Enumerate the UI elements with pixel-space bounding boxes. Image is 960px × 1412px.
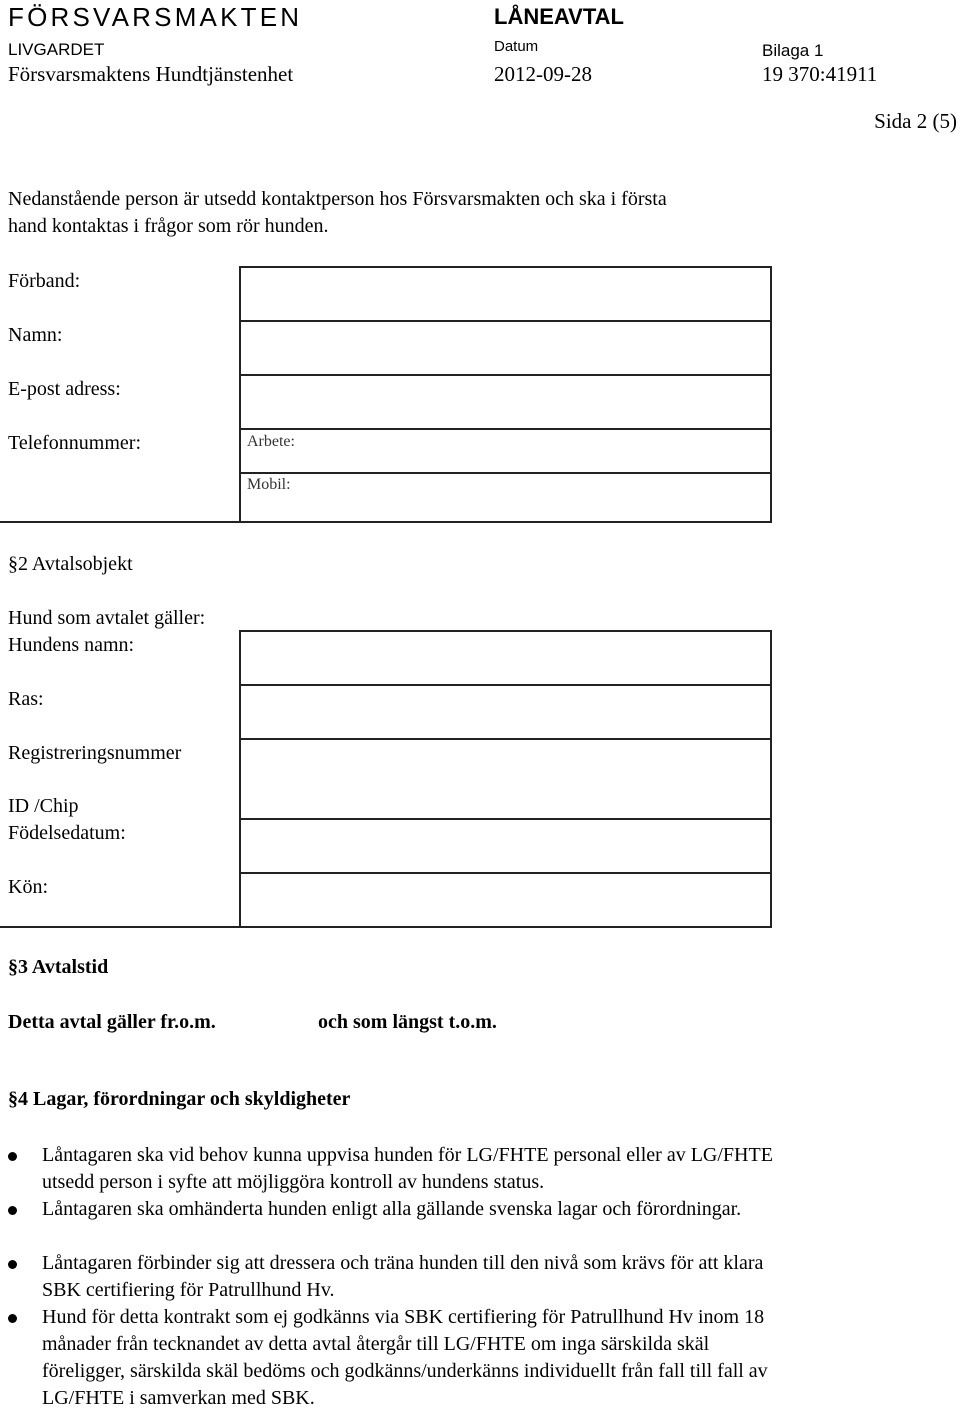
telefon-arbete-field[interactable] [239, 428, 772, 474]
forband-field[interactable] [239, 266, 772, 322]
section-4-heading: §4 Lagar, förordningar och skyldigheter [8, 1088, 351, 1110]
telefon-mobil-field[interactable] [239, 472, 772, 523]
kon-label: Kön: [8, 876, 48, 898]
kon-field[interactable] [239, 872, 772, 928]
unit-code: LIVGARDET [8, 40, 105, 59]
unit-name: Försvarsmaktens Hundtjänstenhet [8, 62, 294, 86]
document-title: LÅNEAVTAL [494, 4, 624, 29]
list-item: Låntagaren förbinder sig att dressera och träna hunden till den nivå som krävs för att klara SBK certifiering för Patrullhund Hv. [42, 1252, 764, 1301]
ras-label: Ras: [8, 688, 44, 710]
section-2-heading: §2 Avtalsobjekt [8, 553, 133, 575]
telefon-row-bottom-line [0, 521, 241, 523]
section-3-heading: §3 Avtalstid [8, 956, 109, 978]
kon-row-bottom-line [0, 926, 241, 928]
document-number: 19 370:41911 [762, 62, 878, 86]
intro-line-2: hand kontaktas i frågor som rör hunden. [8, 215, 329, 237]
mobil-label: Mobil: [247, 476, 291, 493]
epost-field[interactable] [239, 374, 772, 430]
id-chip-label: ID /Chip [8, 795, 79, 817]
bullet-icon [8, 1314, 17, 1323]
section-2-intro: Hund som avtalet gäller: [8, 607, 206, 629]
intro-line-1: Nedanstående person är utsedd kontaktperson hos Försvarsmakten och ska i första [8, 188, 667, 210]
registreringsnummer-label: Registreringsnummer [8, 742, 182, 764]
valid-from-label: Detta avtal gäller fr.o.m. [8, 1011, 216, 1033]
hundens-namn-field[interactable] [239, 630, 772, 686]
registreringsnummer-field[interactable] [239, 738, 772, 820]
valid-to-label: och som längst t.o.m. [318, 1011, 497, 1033]
list-item: Hund för detta kontrakt som ej godkänns via SBK certifiering för Patrullhund Hv inom 18 månader från tecknandet av detta avtal återgår till LG/FHTE om inga särskilda skäl föreligger, särskilda skäl bedöms och godkänns/underkänns individuellt från fall till fall av LG/FHTE i samverkan med SBK. [42, 1306, 768, 1409]
bullet-icon [8, 1206, 17, 1215]
date-label: Datum [494, 38, 539, 55]
date-value: 2012-09-28 [494, 62, 592, 86]
fodelsedatum-label: Födelsedatum: [8, 822, 126, 844]
appendix-label: Bilaga 1 [762, 41, 824, 60]
namn-label: Namn: [8, 324, 63, 346]
forband-label: Förband: [8, 270, 81, 292]
fodelsedatum-field[interactable] [239, 818, 772, 874]
bullet-icon [8, 1260, 17, 1269]
page-number: Sida 2 (5) [874, 109, 957, 133]
organization-name: FÖRSVARSMAKTEN [8, 2, 303, 32]
ras-field[interactable] [239, 684, 772, 740]
namn-field[interactable] [239, 320, 772, 376]
list-item: Låntagaren ska vid behov kunna uppvisa hunden för LG/FHTE personal eller av LG/FHTE utsedd person i syfte att möjliggöra kontroll av hundens status. [42, 1144, 773, 1193]
telefon-label: Telefonnummer: [8, 432, 141, 454]
list-item: Låntagaren ska omhänderta hunden enligt alla gällande svenska lagar och förordningar. [42, 1198, 742, 1220]
bullet-icon [8, 1152, 17, 1161]
hundens-namn-label: Hundens namn: [8, 634, 135, 656]
epost-label: E-post adress: [8, 378, 121, 400]
arbete-label: Arbete: [247, 433, 295, 450]
